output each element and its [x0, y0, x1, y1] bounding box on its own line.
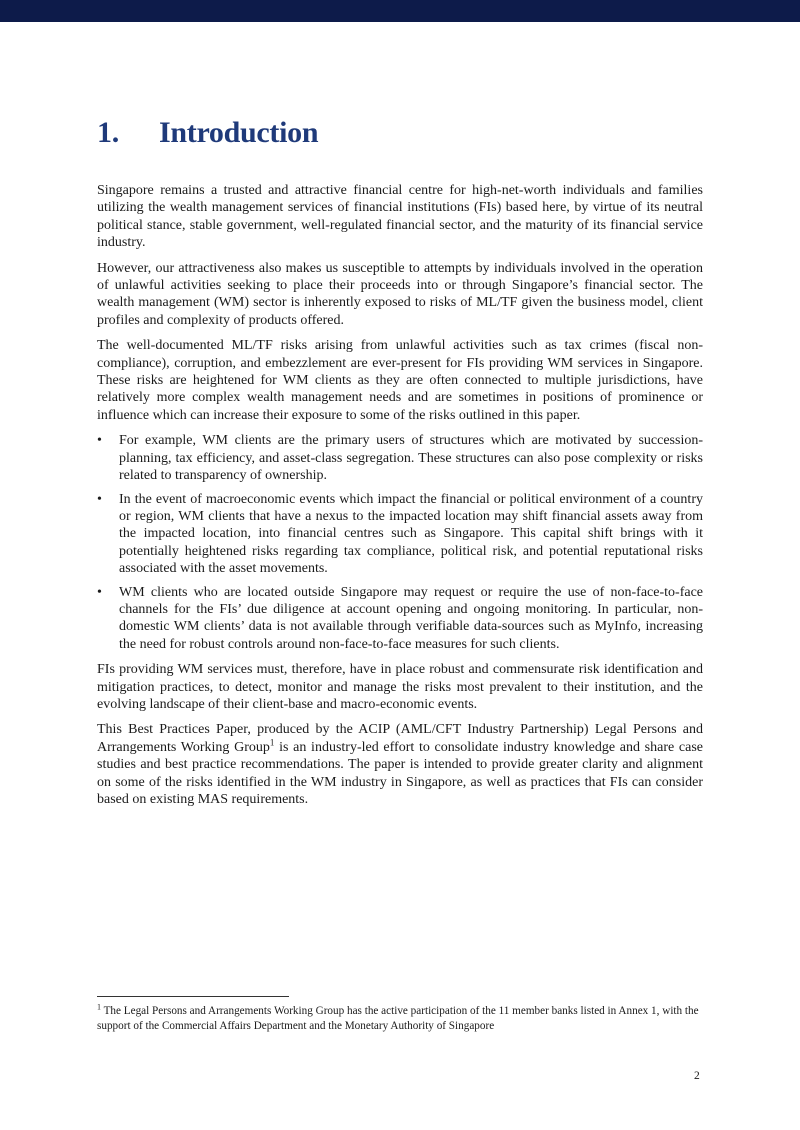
bullet-text: In the event of macroeconomic events which impact the financial or political environment of a country or region, WM clients that have a nexus to the impacted location may shift financial assets away from the impacted location, into financial centres such as Singapore. This capital shift brings with it potentially heightened risks regarding tax compliance, political risk, and potential reputational risks associated with the asset movements. — [119, 491, 703, 577]
section-number: 1. — [97, 116, 119, 149]
section-heading — [97, 116, 318, 150]
paragraph-3: The well-documented ML/TF risks arising from unlawful activities such as tax crimes (fiscal non-compliance), corruption, and embezzlement are ever-present for FIs providing WM services in Singapore. These risks are heightened for WM clients as they are often connected to multiple jurisdictions, have relatively more complex wealth management needs and are sometimes in positions of prominence or influence which can increase their exposure to some of the risks outlined in this paper. — [97, 338, 703, 423]
footnote-marker: 1 — [97, 1002, 101, 1012]
section-title: Introduction — [159, 116, 319, 149]
footnote-divider — [97, 996, 289, 997]
bullet-icon: • — [97, 433, 102, 449]
paragraph-5-text-b: is an industry-led effort to consolidate industry knowledge and share case studies and best practice recommendations. The paper is intended to provide greater clarity and alignment on some of the risks identified in the WM industry in Singapore, as well as practices that FIs can consider based on existing MAS requirements. — [97, 739, 704, 807]
bullet-text: For example, WM clients are the primary users of structures which are motivated by succession-planning, tax efficiency, and asset-class segregation. These structures can also pose complexity or risks related to transparency of ownership. — [119, 433, 703, 484]
footnote — [97, 1004, 703, 1034]
paragraph-5-text-a: This Best Practices Paper, produced by the ACIP (AML/CFT Industry Partnership) Legal Persons and Arrangements Working Group — [97, 722, 703, 755]
paragraph-1: Singapore remains a trusted and attractive financial centre for high-net-worth individuals and families utilizing the wealth management services of financial institutions (FIs) based here, by virtue of its neutral political stance, stable government, well-regulated financial sector, and the maturity of its financial service industry. — [97, 183, 703, 251]
paragraph-5 — [97, 721, 703, 808]
body-text — [97, 182, 703, 816]
paragraph-2: However, our attractiveness also makes us susceptible to attempts by individuals involved in the operation of unlawful activities seeking to place their proceeds into or through Singapore’s financial sector. The wealth management (WM) sector is inherently exposed to risks of ML/TF given the business model, client profiles and complexity of products offered. — [97, 260, 703, 328]
bullet-item — [97, 584, 703, 654]
footnote-text: The Legal Persons and Arrangements Working Group has the active participation of the 11 member banks listed in Annex 1, with the support of the Commercial Affairs Department and the Monetary Authority of Singapore — [97, 1005, 699, 1032]
footnote-reference: 1 — [269, 737, 275, 748]
bullet-list — [97, 432, 703, 653]
top-header-band — [0, 0, 800, 22]
bullet-item — [97, 432, 703, 484]
page-number: 2 — [694, 1070, 700, 1082]
bullet-text: WM clients who are located outside Singapore may request or require the use of non-face-to-face channels for the FIs’ due diligence at account opening and ongoing monitoring. In particular, non-domestic WM clients’ data is not available through verifiable data-sources such as MyInfo, increasing the need for robust controls around non-face-to-face measures for such clients. — [119, 584, 703, 652]
paragraph-4: FIs providing WM services must, therefore, have in place robust and commensurate risk identification and mitigation practices, to detect, monitor and manage the risks most prevalent to their institution, and the evolving landscape of their client-base and macro-economic events. — [97, 662, 703, 712]
bullet-icon: • — [97, 491, 102, 507]
bullet-item — [97, 491, 703, 578]
bullet-icon: • — [97, 584, 102, 600]
